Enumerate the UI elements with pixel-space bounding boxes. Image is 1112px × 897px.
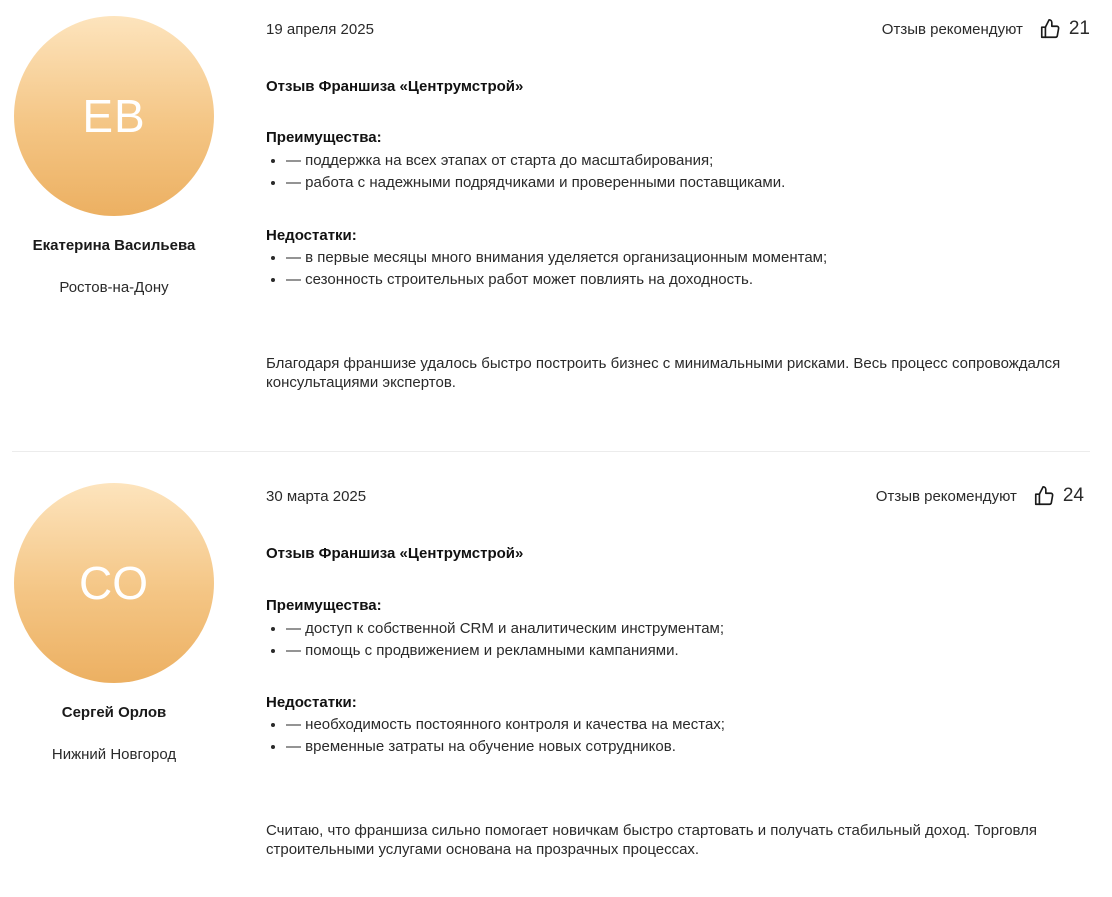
review-date: 19 апреля 2025 — [266, 21, 374, 38]
avatar-initials: СО — [79, 557, 149, 609]
list-item: • — необходимость постоянного контроля и качества на местах; — [286, 714, 725, 736]
list-item: • — работа с надежными подрядчиками и проверенными поставщиками. — [286, 172, 785, 194]
avatar — [14, 483, 214, 683]
review-card — [0, 452, 1112, 897]
review-text: Благодаря франшизе удалось быстро построить бизнес с минимальными рисками. Весь процесс сопровождался консультациями экспертов. — [266, 355, 1061, 391]
list-item: • — временные затраты на обучение новых сотрудников. — [286, 736, 725, 758]
author-city: Ростов-на-Дону — [59, 279, 169, 296]
list-item: • — в первые месяцы много внимания уделяется организационным моментам; — [286, 247, 827, 269]
list-item: • — помощь с продвижением и рекламными кампаниями. — [286, 640, 724, 662]
cons-title: Недостатки: — [266, 227, 357, 244]
list-item: • — доступ к собственной CRM и аналитическим инструментам; — [286, 618, 724, 640]
avatar-initials: ЕВ — [82, 90, 146, 142]
thumbs-up-icon[interactable] — [1039, 18, 1061, 40]
recommend-label: Отзыв рекомендуют — [881, 20, 1023, 38]
cons-list — [266, 714, 725, 758]
pros-title: Преимущества: — [266, 597, 382, 614]
recommend-label: Отзыв рекомендуют — [875, 487, 1017, 505]
author-name: Сергей Орлов — [61, 704, 167, 721]
cons-title: Недостатки: — [266, 694, 357, 711]
list-item: • — сезонность строительных работ может повлиять на доходность. — [286, 269, 827, 291]
review-text: Считаю, что франшиза сильно помогает новичкам быстро стартовать и получать стабильный доход. Торговля строительными услугами основана на прозрачных процессах. — [266, 822, 1038, 858]
recommend-count: 21 — [1068, 18, 1090, 39]
review-title: Отзыв Франшиза «Центрумстрой» — [266, 78, 524, 95]
review-date: 30 марта 2025 — [266, 488, 367, 505]
author-city: Нижний Новгород — [51, 746, 177, 763]
list-item: • — поддержка на всех этапах от старта до масштабирования; — [286, 150, 785, 172]
pros-title: Преимущества: — [266, 129, 382, 146]
thumbs-up-icon[interactable] — [1033, 485, 1055, 507]
author-name: Екатерина Васильева — [32, 237, 196, 254]
recommend-count: 24 — [1062, 485, 1084, 506]
recommend-block — [882, 18, 1090, 40]
review-title: Отзыв Франшиза «Центрумстрой» — [266, 545, 524, 562]
pros-list — [266, 150, 785, 194]
pros-list — [266, 618, 724, 662]
recommend-block — [876, 485, 1084, 507]
avatar — [14, 16, 214, 216]
cons-list — [266, 247, 827, 291]
